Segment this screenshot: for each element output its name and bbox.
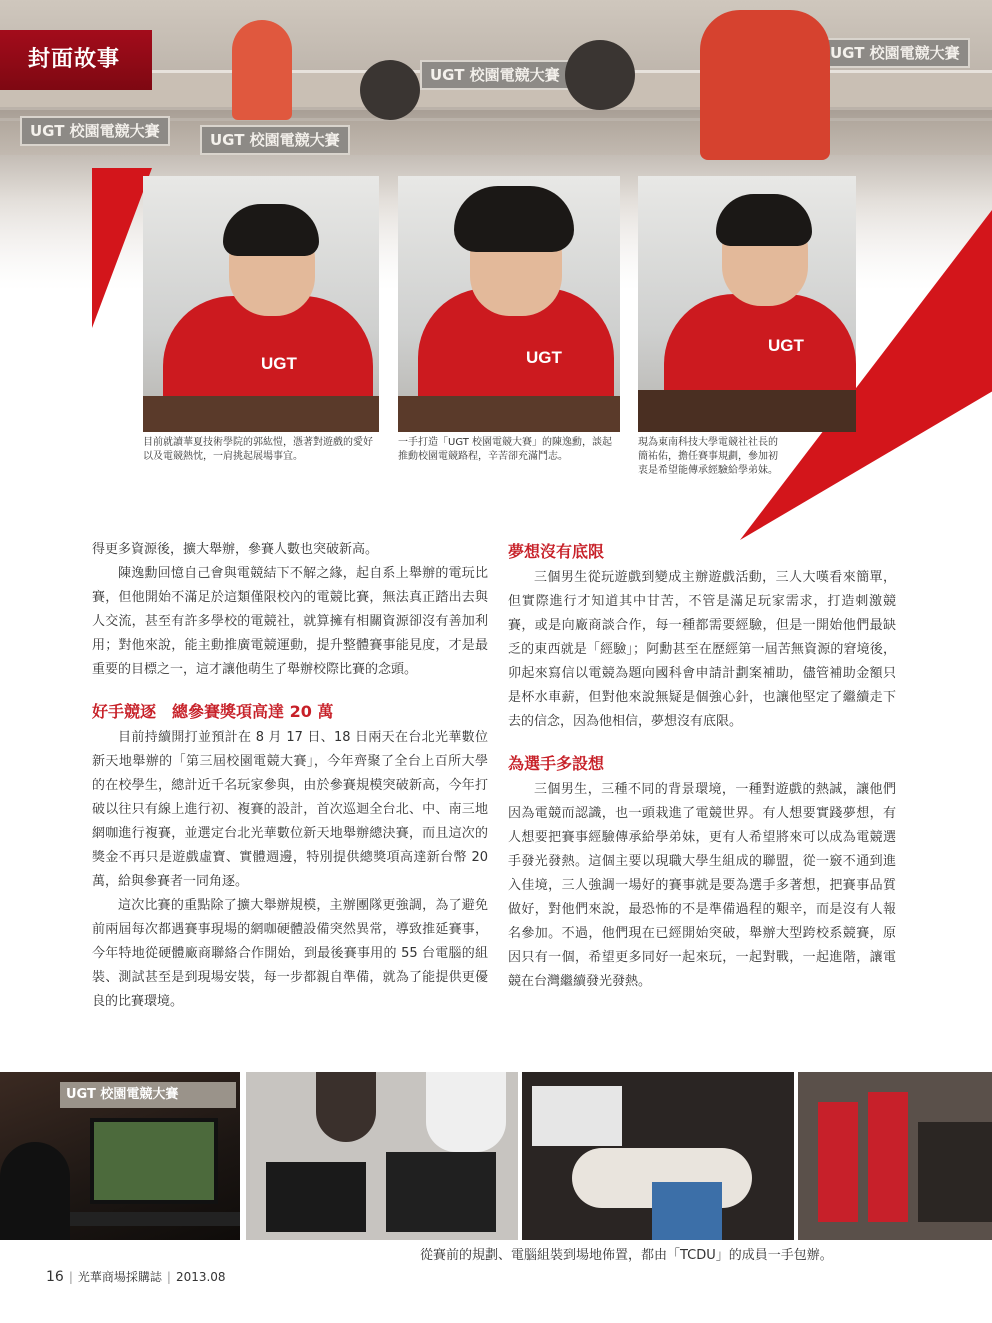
page-number: 16 <box>46 1269 64 1285</box>
venue-setup-photo <box>798 1072 992 1240</box>
paragraph: 陳逸勳回憶自己會與電競結下不解之緣，起自系上舉辦的電玩比賽，但他開始不滿足於這類僅限校內的電競比賽，無法真正踏出去與人交流，甚至有許多學校的電競社，就算擁有相關資源卻沒有善加利用；對他來說，能主動推廣電競運動，提升整體賽事能見度，才是最重要的目標之一，這才讓他萌生了舉辦校際比賽的念頭。 <box>92 566 488 677</box>
right-column <box>508 538 896 994</box>
portrait-photo <box>398 176 620 432</box>
pc-assembly-photo <box>246 1072 518 1240</box>
person <box>426 1072 506 1152</box>
background <box>918 1122 992 1222</box>
portrait-photo <box>638 176 856 432</box>
section-heading: 好手競逐 總參賽獎項高達 20 萬 <box>92 702 334 721</box>
portrait-caption: 一手打造「UGT 校園電競大賽」的陳逸勳，談起推動校園電競路程，辛苦卻充滿鬥志。 <box>398 437 612 462</box>
pc-case <box>386 1152 496 1232</box>
table <box>398 396 620 432</box>
footer: 16 | 光華商場採購誌 | 2013.08 <box>46 1269 226 1285</box>
keyboard <box>70 1212 240 1226</box>
hero-person <box>700 10 830 160</box>
section-tab-label: 封面故事 <box>28 47 121 72</box>
hero-banner: UGT 校園電競大賽 <box>420 60 570 90</box>
person <box>652 1182 722 1240</box>
portrait-photo <box>143 176 379 432</box>
portrait-caption: 目前就讀華夏技術學院的郭紘愷，憑著對遊戲的愛好以及電競熱忱，一肩挑起展場事宜。 <box>143 437 373 462</box>
hero-person <box>565 40 635 110</box>
hero-banner: UGT 校園電競大賽 <box>20 116 170 146</box>
hair <box>454 186 574 252</box>
magazine-name: 光華商場採購誌 <box>77 1270 162 1284</box>
monitor <box>90 1118 218 1204</box>
section-heading: 夢想沒有底限 <box>508 542 605 561</box>
person <box>818 1102 858 1222</box>
portrait-caption: 現為東南科技大學電競社社長的簡祐佑，擔任賽事規劃，參加初衷是希望能傳承經驗給學弟妹。 <box>638 437 778 476</box>
paragraph: 得更多資源後，擴大舉辦，參賽人數也突破新高。 <box>92 542 379 557</box>
hero-person <box>232 20 292 120</box>
gaming-setup-photo <box>0 1072 240 1240</box>
planning-meeting-photo <box>522 1072 794 1240</box>
table <box>638 390 856 432</box>
hero-banner: UGT 校園電競大賽 <box>200 125 350 155</box>
left-column <box>92 538 488 1014</box>
shirt-logo: UGT <box>261 354 297 373</box>
paragraph: 三個男生，三種不同的背景環境，一種對遊戲的熱誠，讓他們因為電競而認識，也一頭栽進了電競世界。有人想要實踐夢想，有人想要把賽事經驗傳承給學弟妹，更有人希望將來可以成為電競選手發光發熱。這個主要以現職大學生組成的聯盟，從一竅不通到進入佳境，三人強調一場好的賽事就是要為選手多著想，把賽事品質做好，對他們來說，最恐怖的不是準備過程的艱辛，而是沒有人報名參加。不過，他們現在已經開始突破，舉辦大型跨校系競賽，原因只有一個，希望更多同好一起來玩，一起對戰，一起進階，讓電競在台灣繼續發光發熱。 <box>508 782 896 989</box>
pc-case <box>266 1162 366 1232</box>
hair <box>223 204 319 256</box>
section-heading: 為選手多設想 <box>508 754 605 773</box>
shirt-logo: UGT <box>768 336 804 355</box>
photo-strip-caption: 從賽前的規劃、電腦組裝到場地佈置，都由「TCDU」的成員一手包辦。 <box>420 1248 833 1263</box>
paragraph: 目前持續開打並預計在 8 月 17 日、18 日兩天在台北光華數位新天地舉辦的「第三屆校園電競大賽」，今年齊聚了全台上百所大學的在校學生，總計近千名玩家參與，由於參賽規模突破新高，今年打破以往只有線上進行初、複賽的設計，首次巡迴全台北、中、南三地網咖進行複賽，並選定台北光華數位新天地舉辦總決賽，而且這次的獎金不再只是遊戲虛寶、實體週邊，特別提供總獎項高達新台幣 20 萬，給與參賽者一同角逐。 <box>92 730 488 889</box>
shirt-logo: UGT <box>526 348 562 367</box>
table <box>143 396 379 432</box>
hero-banner: UGT 校園電競大賽 <box>820 38 970 68</box>
hair <box>716 194 812 246</box>
photo-banner: UGT 校園電競大賽 <box>60 1082 236 1108</box>
hero-person <box>360 60 420 120</box>
person <box>868 1092 908 1222</box>
person <box>316 1072 376 1142</box>
player-silhouette <box>0 1142 70 1240</box>
paragraph: 這次比賽的重點除了擴大舉辦規模，主辦團隊更強調，為了避免前兩屆每次都遇賽事現場的網咖硬體設備突然異常，導致推延賽事，今年特地從硬體廠商聯絡合作開始，到最後賽事用的 55 台電腦的組裝、測試甚至是到現場安裝，每一步都親自準備，就為了能提供更優良的比賽環境。 <box>92 898 488 1009</box>
paragraph: 三個男生從玩遊戲到變成主辦遊戲活動，三人大嘆看來簡單，但實際進行才知道其中甘苦，不管是滿足玩家需求，打造刺激競賽，或是向廠商談合作，每一種都需要經驗，但是一開始他們最缺乏的東西就是「經驗」；阿勳甚至在歷經第一屆苦無資源的窘境後，卯起來寫信以電競為題向國科會申請計劃案補助，儘管補助金額只是杯水車薪，但對他來說無疑是個強心針，也讓他堅定了繼續走下去的信念，因為他相信，夢想沒有底限。 <box>508 570 896 729</box>
issue-date: 2013.08 <box>175 1270 226 1284</box>
projection-screen <box>532 1086 622 1146</box>
